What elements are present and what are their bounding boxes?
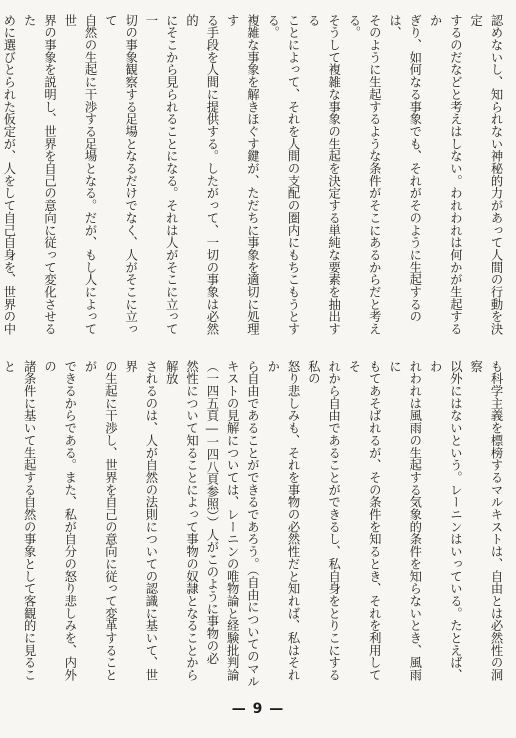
text-line: ぎり、如何なる事象でも、それがそのように生起するのは、	[387, 14, 422, 323]
text-line: するのだなどと考えはしない。われわれは何かが生起するか	[428, 14, 463, 336]
text-line: されるのは、人が自然の法則についての認識に基いて、世界	[123, 360, 158, 682]
text-line: キストの見解については、レーニンの唯物論と経験批判論	[225, 360, 240, 682]
text-line: も科学主義を標榜するマルキストは、自由とは必然性の洞察	[468, 360, 503, 682]
text-line: そうして複雑な事象の生起を決定する単純な要素を抽出する	[306, 14, 341, 336]
text-line: 怒り悲しみも、それを事物の必然性だと知れば、私はそれか	[265, 360, 301, 682]
text-line: ことによって、それを人間の支配の圏内にもちこもうとする。	[265, 14, 301, 336]
text-line: めに選びとられた仮定が、人をして自己自身を、世界の中	[1, 14, 16, 336]
upper-text-block	[1, 14, 506, 344]
text-line: る手段を人間に提供する。したがって、一切の事象は必然的	[184, 14, 219, 336]
text-line: そのように生起するような条件がそこにあるからだと考える。	[346, 14, 382, 336]
text-line: 自然の生起に干渉する足場となる。だが、もし人によって世	[62, 14, 98, 336]
text-line: にそこから見られることになる。それは人がそこに立って一	[143, 14, 179, 336]
lower-text-block	[1, 360, 506, 690]
text-line: もてあそばれるが、その条件を知るとき、それを利用してそ	[346, 360, 382, 682]
text-line: 以外にはないという。レーニンはいっている。たとえば、わ	[428, 360, 463, 682]
text-line: 認めないし、知られない神秘的力があって人間の行動を決定	[468, 14, 503, 336]
text-line: れわれは風雨の生起する気象的条件を知らないとき、風雨に	[387, 360, 422, 682]
text-line: ら自由であることができるであろう。（自由についてのマル	[245, 360, 260, 688]
text-line: （一四五頁―一四八頁参照））人がこのように事物の必	[204, 360, 219, 665]
page-number: — 9 —	[231, 701, 285, 717]
text-line: 複雑な事象を解きほぐす鍵が、ただちに事象を適切に処理す	[225, 14, 260, 336]
text-line: れから自由であることができるし、私自身をとりこにする私の	[306, 360, 341, 682]
text-line: 諸条件に基いて生起する自然の事象として客観的に見ること	[1, 360, 37, 682]
text-line: 然性について知ることによって事物の奴隷となることから解放	[164, 360, 199, 682]
text-line: 界の事象を説明し、世界を自己の意向に従って変化させるた	[22, 14, 57, 336]
text-line: 切の事象観察する足場となるだけでなく、人がそこに立って	[103, 14, 138, 336]
text-line: できるからである。また、私が自分の怒り悲しみを、内外の	[42, 360, 77, 682]
text-line: の生起に干渉し、世界を自己の意向に従って変革することが	[83, 360, 118, 682]
